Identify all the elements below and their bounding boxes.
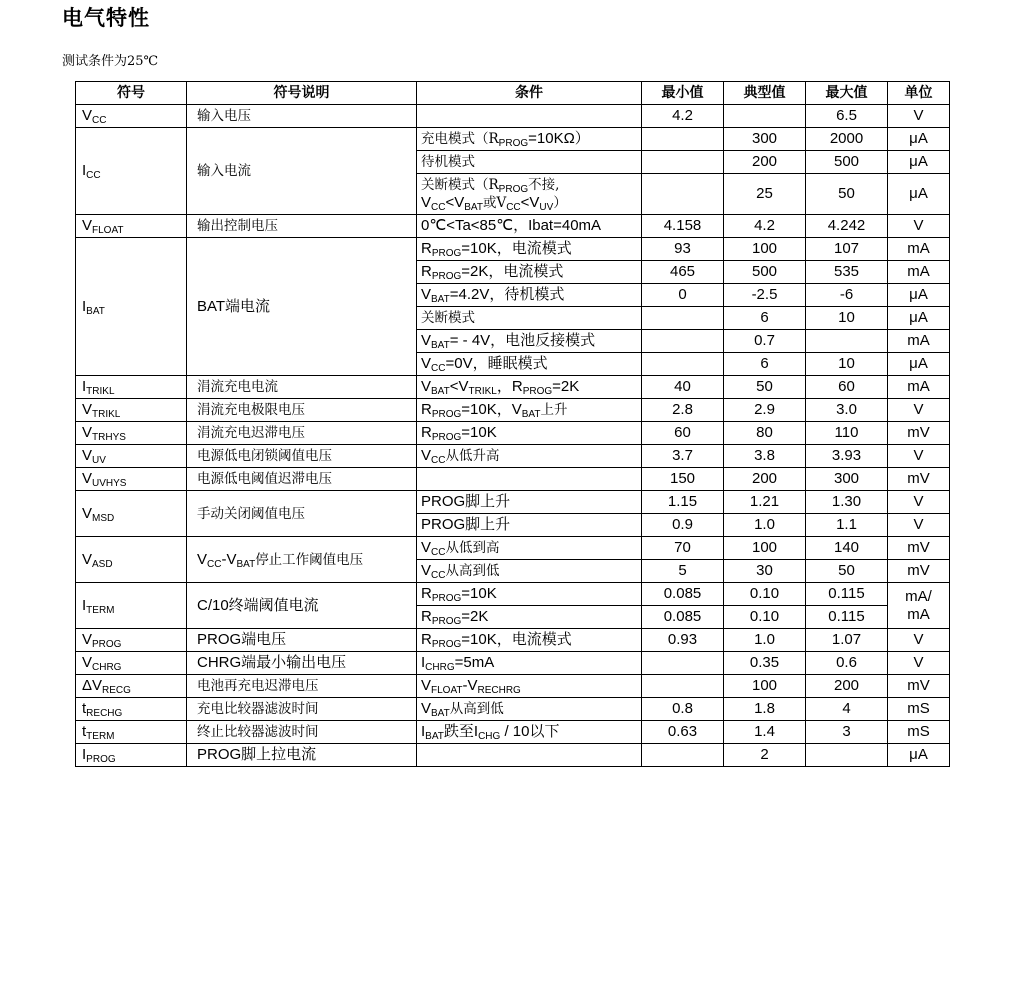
header-typ: 典型值 [724, 82, 806, 105]
typ-cell: 1.21 [724, 491, 806, 514]
max-cell: -6 [806, 284, 888, 307]
max-cell: 300 [806, 468, 888, 491]
typ-cell: 100 [724, 537, 806, 560]
condition-cell: $V_{BAT}=4.2V$，待机模式 [417, 284, 642, 307]
min-cell: 0.8 [642, 698, 724, 721]
description-cell: 充电比较器滤波时间 [187, 698, 417, 721]
max-cell [806, 744, 888, 767]
min-cell: 4.2 [642, 105, 724, 128]
table-row [76, 468, 950, 491]
max-cell: 200 [806, 675, 888, 698]
min-cell: 5 [642, 560, 724, 583]
table-row [76, 744, 950, 767]
symbol-cell: $I_{BAT}$ [76, 238, 187, 376]
condition-cell [417, 468, 642, 491]
max-cell: 60 [806, 376, 888, 399]
symbol-cell: $V_{UV}$ [76, 445, 187, 468]
min-cell [642, 330, 724, 353]
table-row [76, 583, 950, 606]
table-row [76, 537, 950, 560]
typ-cell: 0.35 [724, 652, 806, 675]
symbol-cell: $V_{CC}$ [76, 105, 187, 128]
description-cell: CHRG端最小输出电压 [187, 652, 417, 675]
condition-cell: $I_{CHRG}=5mA$ [417, 652, 642, 675]
description-cell: 终止比较器滤波时间 [187, 721, 417, 744]
typ-cell: 1.8 [724, 698, 806, 721]
condition-cell: $V_{BAT}= - 4V$，电池反接模式 [417, 330, 642, 353]
condition-cell: $I_{BAT}$跌至$I_{CHG} / 10$以下 [417, 721, 642, 744]
electrical-characteristics-table [75, 81, 950, 767]
min-cell: 60 [642, 422, 724, 445]
table-row [76, 491, 950, 514]
typ-cell: 6 [724, 307, 806, 330]
condition-cell: $V_{CC}$从低升高 [417, 445, 642, 468]
unit-cell: V [888, 652, 950, 675]
typ-cell: 30 [724, 560, 806, 583]
max-cell: 140 [806, 537, 888, 560]
condition-cell: $V_{BAT}<V_{TRIKL}$，$R_{PROG}=2K$ [417, 376, 642, 399]
max-cell: 1.07 [806, 629, 888, 652]
typ-cell: 2 [724, 744, 806, 767]
max-cell: 0.6 [806, 652, 888, 675]
header-description: 符号说明 [187, 82, 417, 105]
condition-cell: $R_{PROG}=10K$ [417, 422, 642, 445]
min-cell: 465 [642, 261, 724, 284]
unit-cell: μA [888, 744, 950, 767]
condition-cell: $V_{CC}$从低到高 [417, 537, 642, 560]
symbol-cell: $V_{ASD}$ [76, 537, 187, 583]
min-cell: 0.085 [642, 606, 724, 629]
min-cell: 0.085 [642, 583, 724, 606]
typ-cell: 1.0 [724, 514, 806, 537]
condition-cell [417, 105, 642, 128]
max-cell: 50 [806, 560, 888, 583]
symbol-cell: $\Delta V_{RECG}$ [76, 675, 187, 698]
typ-cell: 0.7 [724, 330, 806, 353]
min-cell [642, 174, 724, 215]
typ-cell: 100 [724, 675, 806, 698]
unit-cell: μA [888, 174, 950, 215]
min-cell: 70 [642, 537, 724, 560]
unit-cell: mA [888, 376, 950, 399]
condition-cell: $R_{PROG}=10K$，$V_{BAT}$上升 [417, 399, 642, 422]
min-cell [642, 652, 724, 675]
unit-cell: mV [888, 560, 950, 583]
unit-cell: V [888, 514, 950, 537]
symbol-cell: $V_{FLOAT}$ [76, 215, 187, 238]
typ-cell: 200 [724, 468, 806, 491]
max-cell: 4 [806, 698, 888, 721]
page-title: 电气特性 [62, 5, 150, 30]
description-cell: PROG脚上拉电流 [187, 744, 417, 767]
typ-cell: 6 [724, 353, 806, 376]
unit-cell: V [888, 445, 950, 468]
description-cell: 输入电压 [187, 105, 417, 128]
typ-cell: 50 [724, 376, 806, 399]
unit-cell: mV [888, 537, 950, 560]
unit-cell: μA [888, 151, 950, 174]
table-row [76, 675, 950, 698]
unit-cell: μA [888, 284, 950, 307]
condition-cell: 关断模式（$R_{PROG}$不接, $V_{CC}<V_{BAT}$或$V_{CC}<V_{UV}$） [417, 174, 642, 215]
condition-cell: $V_{CC}=0V$，睡眠模式 [417, 353, 642, 376]
table-row [76, 629, 950, 652]
min-cell: 4.158 [642, 215, 724, 238]
condition-cell: $V_{FLOAT}-V_{RECHRG}$ [417, 675, 642, 698]
unit-cell: μA [888, 307, 950, 330]
min-cell: 0.63 [642, 721, 724, 744]
condition-cell: 0℃<Ta<85℃，Ibat=40mA [417, 215, 642, 238]
max-cell: 535 [806, 261, 888, 284]
typ-cell: 200 [724, 151, 806, 174]
condition-cell: $R_{PROG}=2K$，电流模式 [417, 261, 642, 284]
max-cell: 10 [806, 353, 888, 376]
max-cell: 3.0 [806, 399, 888, 422]
unit-cell: V [888, 491, 950, 514]
unit-cell: mV [888, 468, 950, 491]
min-cell: 150 [642, 468, 724, 491]
description-cell: 输入电流 [187, 128, 417, 215]
symbol-cell: $I_{TERM}$ [76, 583, 187, 629]
min-cell [642, 307, 724, 330]
header-unit: 单位 [888, 82, 950, 105]
symbol-cell: $t_{TERM}$ [76, 721, 187, 744]
header-symbol: 符号 [76, 82, 187, 105]
typ-cell: 3.8 [724, 445, 806, 468]
min-cell: 1.15 [642, 491, 724, 514]
table-row [76, 422, 950, 445]
unit-cell: V [888, 215, 950, 238]
typ-cell: 4.2 [724, 215, 806, 238]
typ-cell: 1.4 [724, 721, 806, 744]
min-cell: 0 [642, 284, 724, 307]
symbol-cell: $V_{MSD}$ [76, 491, 187, 537]
condition-cell: $V_{CC}$从高到低 [417, 560, 642, 583]
unit-cell: V [888, 399, 950, 422]
unit-cell: mA/ mA [888, 583, 950, 629]
max-cell: 110 [806, 422, 888, 445]
symbol-cell: $V_{UVHYS}$ [76, 468, 187, 491]
condition-cell: $R_{PROG}=10K$，电流模式 [417, 629, 642, 652]
header-row [76, 82, 950, 105]
max-cell [806, 330, 888, 353]
description-cell: 涓流充电极限电压 [187, 399, 417, 422]
condition-cell: PROG脚上升 [417, 514, 642, 537]
typ-cell: 0.10 [724, 606, 806, 629]
typ-cell: 1.0 [724, 629, 806, 652]
min-cell: 2.8 [642, 399, 724, 422]
symbol-cell: $V_{TRHYS}$ [76, 422, 187, 445]
symbol-cell: $V_{TRIKL}$ [76, 399, 187, 422]
max-cell: 4.242 [806, 215, 888, 238]
condition-cell: $R_{PROG}=2K$ [417, 606, 642, 629]
description-cell: BAT端电流 [187, 238, 417, 376]
unit-cell: mA [888, 330, 950, 353]
condition-cell: $R_{PROG}=10K$，电流模式 [417, 238, 642, 261]
min-cell [642, 353, 724, 376]
min-cell: 3.7 [642, 445, 724, 468]
unit-cell: mV [888, 422, 950, 445]
table-row [76, 445, 950, 468]
min-cell [642, 128, 724, 151]
test-condition: 测试条件为25℃ [62, 54, 159, 69]
table-row [76, 128, 950, 151]
max-cell: 3 [806, 721, 888, 744]
min-cell: 93 [642, 238, 724, 261]
max-cell: 3.93 [806, 445, 888, 468]
condition-cell: 充电模式$(R_{PROG}=10K\Omega)$ [417, 128, 642, 151]
typ-cell: 100 [724, 238, 806, 261]
table-row [76, 652, 950, 675]
typ-cell: 25 [724, 174, 806, 215]
header-condition: 条件 [417, 82, 642, 105]
symbol-cell: $I_{TRIKL}$ [76, 376, 187, 399]
description-cell: 涓流充电电流 [187, 376, 417, 399]
table-row [76, 698, 950, 721]
symbol-cell: $I_{PROG}$ [76, 744, 187, 767]
unit-cell: μA [888, 353, 950, 376]
table-row [76, 238, 950, 261]
max-cell: 6.5 [806, 105, 888, 128]
description-cell: 电源低电闭锁阈值电压 [187, 445, 417, 468]
max-cell: 0.115 [806, 606, 888, 629]
description-cell: 电源低电阈值迟滞电压 [187, 468, 417, 491]
symbol-cell: $V_{CHRG}$ [76, 652, 187, 675]
condition-cell: 待机模式 [417, 151, 642, 174]
max-cell: 1.30 [806, 491, 888, 514]
min-cell: 0.9 [642, 514, 724, 537]
typ-cell: 80 [724, 422, 806, 445]
min-cell: 0.93 [642, 629, 724, 652]
table-row [76, 399, 950, 422]
max-cell: 50 [806, 174, 888, 215]
description-cell: PROG端电压 [187, 629, 417, 652]
table-row [76, 105, 950, 128]
header-min: 最小值 [642, 82, 724, 105]
condition-cell [417, 744, 642, 767]
max-cell: 500 [806, 151, 888, 174]
typ-cell: 300 [724, 128, 806, 151]
condition-cell: PROG脚上升 [417, 491, 642, 514]
max-cell: 0.115 [806, 583, 888, 606]
unit-cell: μA [888, 128, 950, 151]
table-row [76, 721, 950, 744]
condition-cell: $V_{BAT}$从高到低 [417, 698, 642, 721]
unit-cell: mS [888, 698, 950, 721]
max-cell: 2000 [806, 128, 888, 151]
min-cell [642, 151, 724, 174]
typ-cell [724, 105, 806, 128]
typ-cell: 2.9 [724, 399, 806, 422]
description-cell: 手动关闭阈值电压 [187, 491, 417, 537]
unit-cell: V [888, 629, 950, 652]
unit-cell: mA [888, 238, 950, 261]
table-row [76, 215, 950, 238]
typ-cell: 500 [724, 261, 806, 284]
condition-cell: $R_{PROG}=10K$ [417, 583, 642, 606]
unit-cell: V [888, 105, 950, 128]
unit-cell: mV [888, 675, 950, 698]
symbol-cell: $t_{RECHG}$ [76, 698, 187, 721]
max-cell: 10 [806, 307, 888, 330]
table-row [76, 376, 950, 399]
description-cell: 涓流充电迟滞电压 [187, 422, 417, 445]
min-cell [642, 675, 724, 698]
header-max: 最大值 [806, 82, 888, 105]
unit-cell: mA [888, 261, 950, 284]
description-cell: C/10终端阈值电流 [187, 583, 417, 629]
description-cell: 电池再充电迟滞电压 [187, 675, 417, 698]
min-cell [642, 744, 724, 767]
symbol-cell: $V_{PROG}$ [76, 629, 187, 652]
description-cell: 输出控制电压 [187, 215, 417, 238]
symbol-cell: $I_{CC}$ [76, 128, 187, 215]
unit-cell: mS [888, 721, 950, 744]
min-cell: 40 [642, 376, 724, 399]
typ-cell: -2.5 [724, 284, 806, 307]
max-cell: 1.1 [806, 514, 888, 537]
max-cell: 107 [806, 238, 888, 261]
condition-cell: 关断模式 [417, 307, 642, 330]
typ-cell: 0.10 [724, 583, 806, 606]
description-cell: $V_{CC}-V_{BAT}$停止工作阈值电压 [187, 537, 417, 583]
